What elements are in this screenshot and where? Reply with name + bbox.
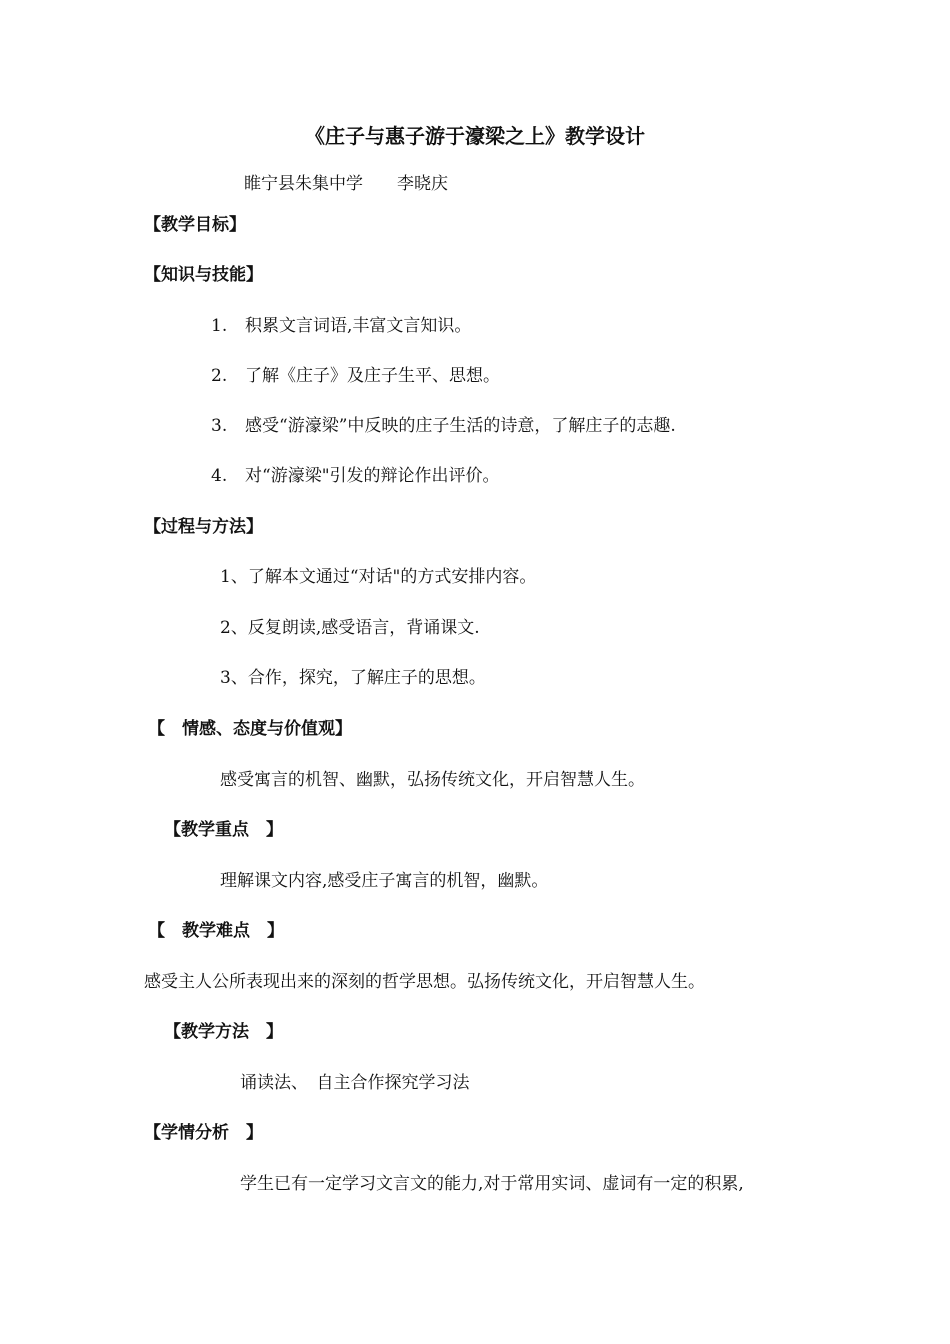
heading-knowledge-skills: 【知识与技能】 — [144, 265, 263, 285]
list-item-text: 积累文言词语,丰富文言知识。 — [245, 316, 472, 336]
paragraph-student-analysis: 学生已有一定学习文言文的能力,对于常用实词、虚词有一定的积累, — [240, 1174, 744, 1194]
list-item-text: 对“游濠梁"引发的辩论作出评价。 — [245, 466, 500, 486]
heading-objectives: 【教学目标】 — [144, 215, 246, 235]
list-item-text: 感受“游濠梁”中反映的庄子生活的诗意，了解庄子的志趣. — [245, 416, 676, 436]
list-item — [211, 364, 500, 388]
byline — [244, 172, 448, 196]
paragraph-difficulties: 感受主人公所表现出来的深刻的哲学思想。弘扬传统文化，开启智慧人生。 — [144, 972, 705, 992]
list-item — [211, 314, 471, 338]
paragraph-teaching-methods: 诵读法、 自主合作探究学习法 — [240, 1073, 470, 1093]
heading-process-methods: 【过程与方法】 — [144, 517, 263, 537]
list-item-number: 3. — [211, 416, 228, 436]
list-item: 1、了解本文通过“对话"的方式安排内容。 — [220, 567, 537, 587]
heading-teaching-methods: 【教学方法 】 — [164, 1022, 283, 1042]
list-item — [211, 414, 676, 438]
byline-school: 睢宁县朱集中学 — [244, 174, 363, 194]
heading-key-points: 【教学重点 】 — [164, 820, 283, 840]
byline-author: 李晓庆 — [397, 174, 448, 194]
document-title: 《庄子与惠子游于濠梁之上》教学设计 — [305, 124, 645, 148]
list-item: 3、合作，探究，了解庄子的思想。 — [220, 668, 486, 688]
paragraph-key-points: 理解课文内容,感受庄子寓言的机智，幽默。 — [220, 871, 549, 891]
list-item-text: 了解《庄子》及庄子生平、思想。 — [245, 366, 500, 386]
heading-difficulties: 【 教学难点 】 — [148, 921, 284, 941]
heading-student-analysis: 【学情分析 】 — [144, 1123, 263, 1143]
paragraph-emotion-values: 感受寓言的机智、幽默，弘扬传统文化，开启智慧人生。 — [220, 770, 645, 790]
list-item — [211, 464, 500, 488]
list-item-number: 2. — [211, 366, 228, 386]
list-item: 2、反复朗读,感受语言，背诵课文. — [220, 618, 480, 638]
list-item-number: 4. — [211, 466, 228, 486]
list-item-number: 1. — [211, 316, 228, 336]
heading-emotion-values: 【 情感、态度与价值观】 — [148, 719, 352, 739]
